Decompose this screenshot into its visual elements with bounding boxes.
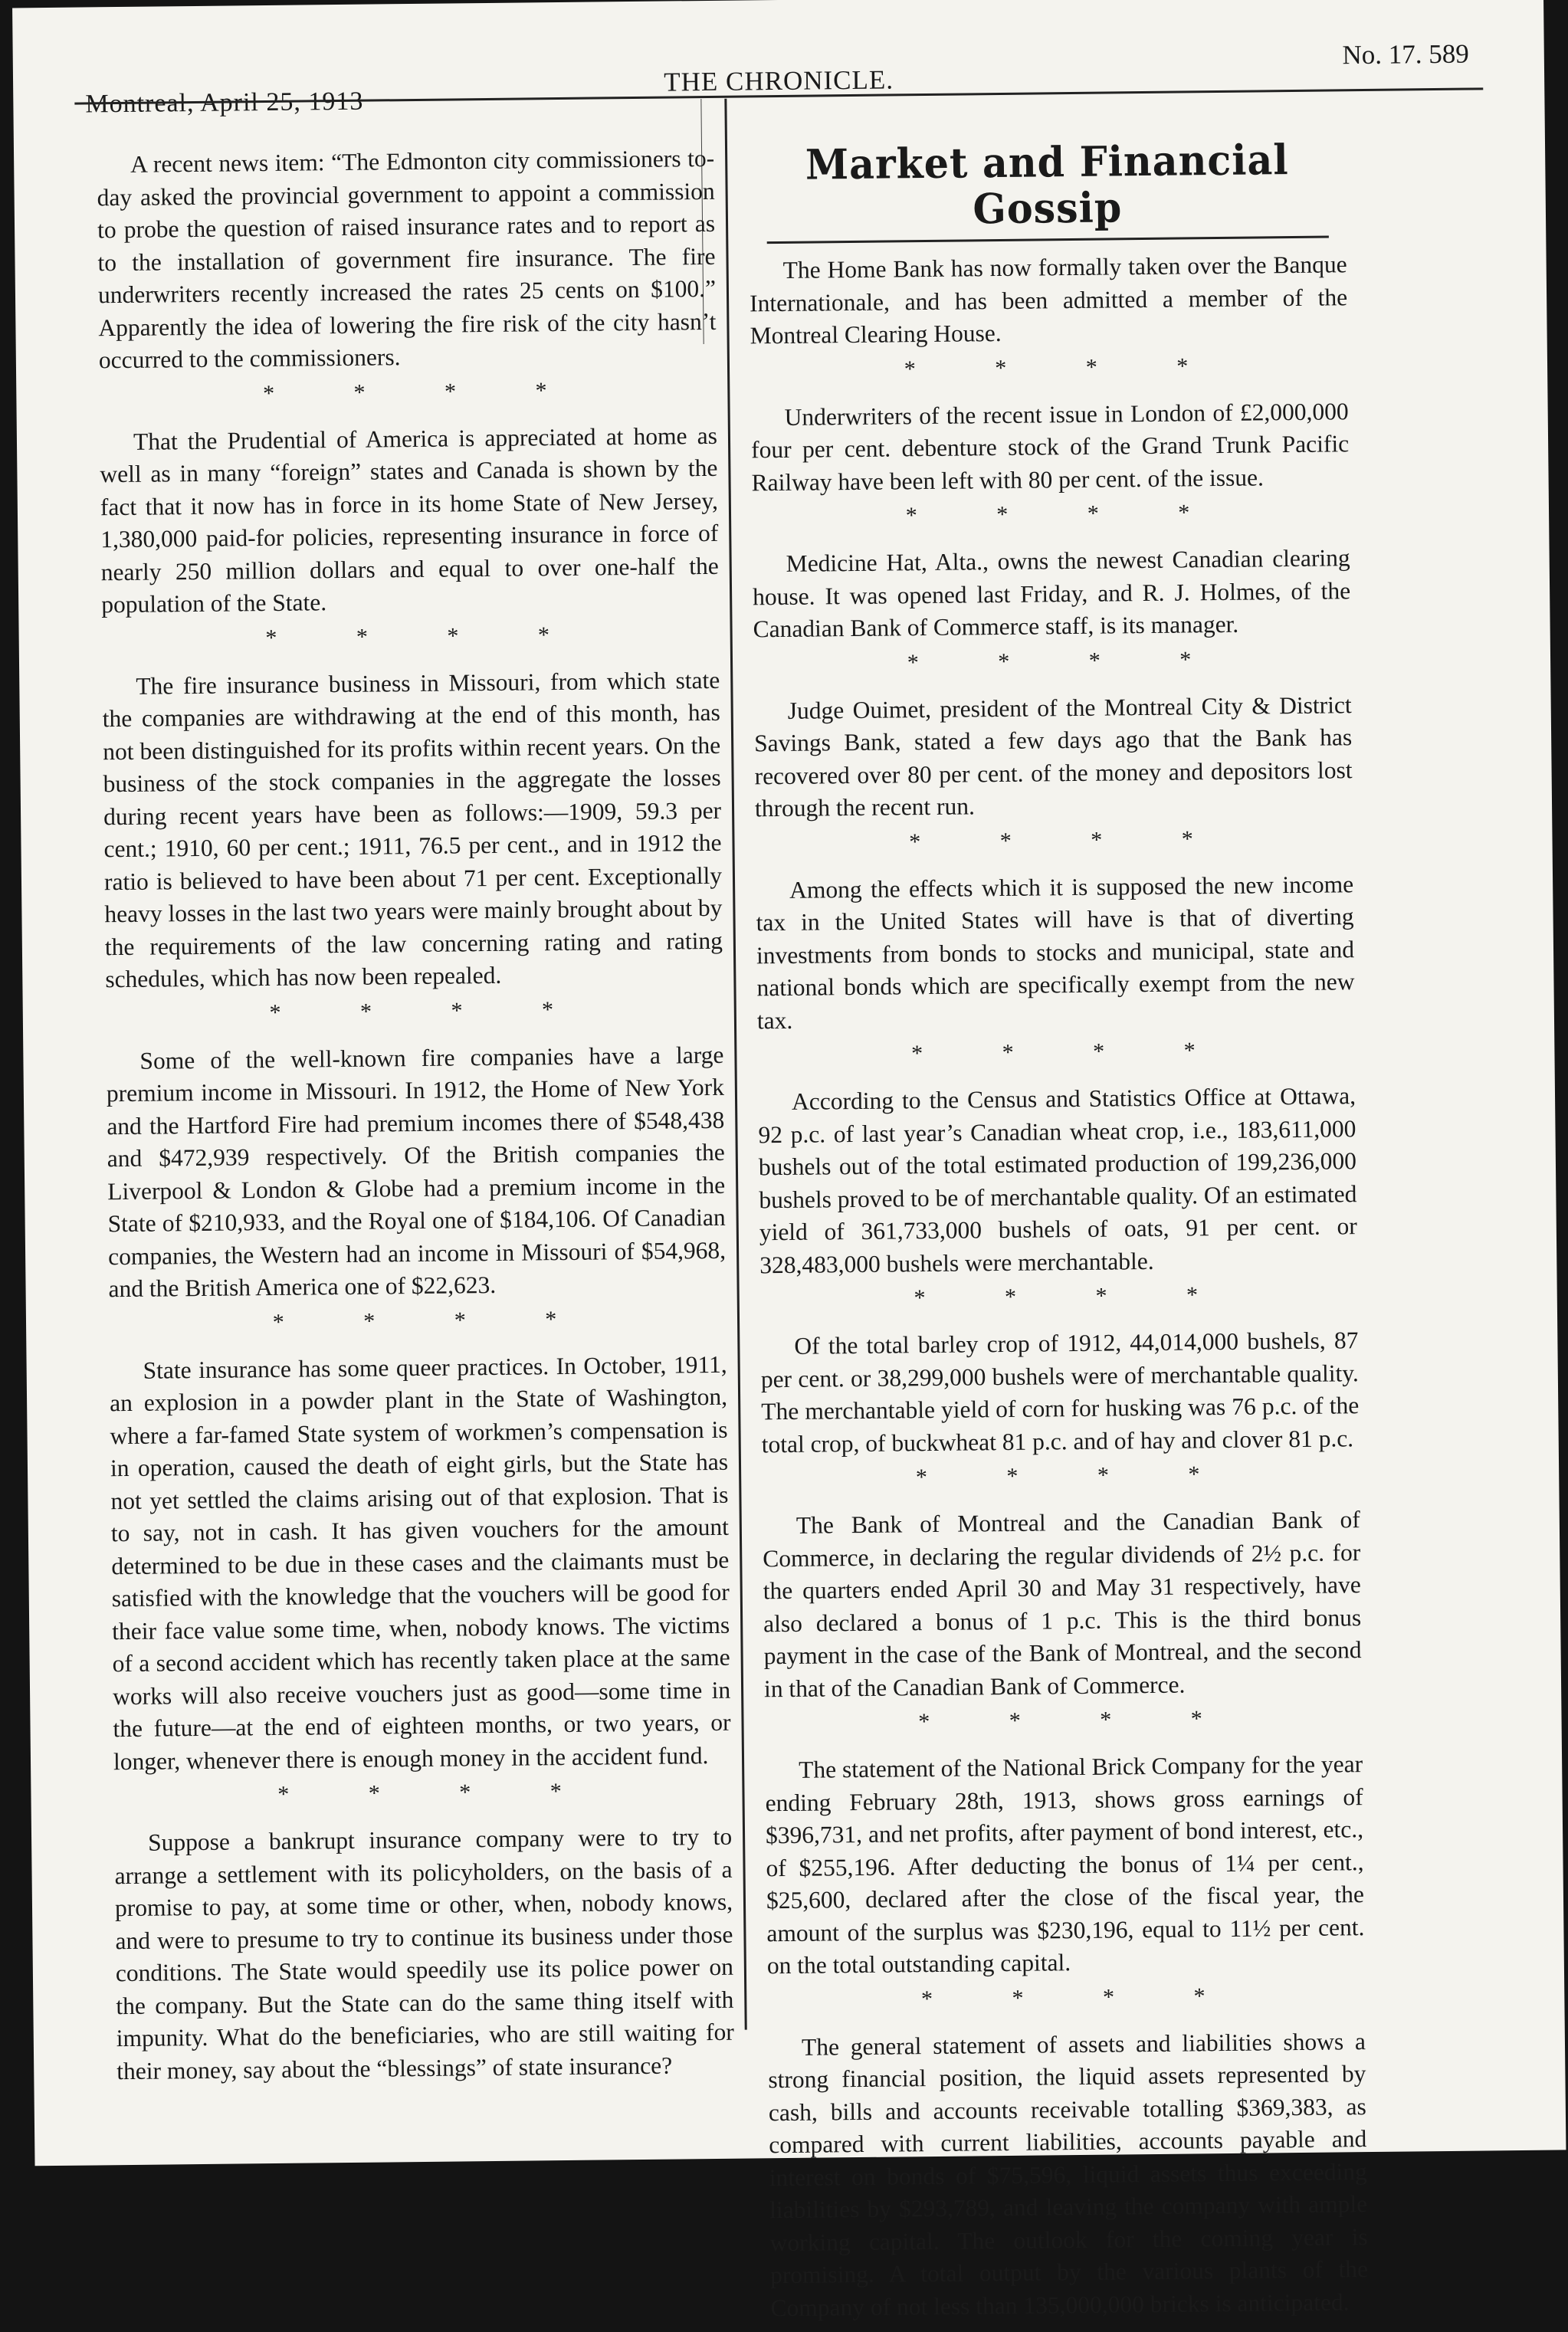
news-item: Judge Ouimet, president of the Montreal City & District Savings Bank, stated a few days ago that the Bank has recovered over 80 per cent. of the money and depositors lost through the recent run. bbox=[753, 690, 1353, 822]
newspaper-page bbox=[12, 0, 1566, 2321]
separator-stars: * * * * bbox=[262, 377, 584, 406]
separator-stars: * * * * bbox=[272, 1306, 594, 1335]
separator-stars: * * * * bbox=[269, 996, 591, 1025]
news-item: Suppose a bankrupt insurance company were to try to arrange a settlement with its policyholders, on the basis of a promise to pay, at some time or other, when, nobody knows, and were to presume to try to continue its business under those conditions. The State would speedily use its police power on the company. But the State can do the same thing itself with impunity. What do the beneficiaries, who are still waiting for their money, say about the “blessings” of state insurance? bbox=[114, 1822, 734, 2084]
news-item: Some of the well-known fire companies have a large premium income in Missouri. In 1912, the Home of New York and the Hartford Fire had premium incomes there of $548,438 and $472,939 respectively. Of the British companies the Liverpool & London & Globe had a premium income in the State of $210,933, and the Royal one of $184,106. Of Canadian companies, the Western had an income in Missouri of $54,968, and the British America one of $22,623. bbox=[106, 1041, 727, 1303]
separator-stars: * * * * bbox=[904, 353, 1225, 382]
separator-stars: * * * * bbox=[920, 1983, 1242, 2012]
separator-stars: * * * * bbox=[277, 1778, 599, 1807]
news-item: Among the effects which it is supposed the new income tax in the United States will have is that of diverting investments from bonds to stocks and municipal, state and national bonds which are specifically exempt from the new tax. bbox=[756, 870, 1355, 1034]
news-item: State insurance has some queer practices. In October, 1911, an explosion in a powder plant in the State of Washington, where a far-famed State system of workmen’s compensation is in operation, caused the death of eight girls, but the State has not yet settled the claims arising out of that explosion. That is to say, not in cash. It has given vouchers for the amount determined to be due in these cases and the claimants must be satisfied with the knowledge that the vouchers will be good for their face value some time, when, nobody knows. The victims of a second accident which has recently taken place at the same works will also receive vouchers just as good—some time in the future—at the end of eighteen months, or two years, or longer, whenever there is enough money in the accident fund. bbox=[109, 1350, 731, 1775]
news-item: The fire insurance business in Missouri, from which state the companies are withdrawing at the end of this month, has not been distinguished for its profits within recent years. On the business of the stock companies in the aggregate the losses during recent years have been as follows:—1909, 59.3 per cent.; 1910, 60 per cent.; 1911, 76.5 per cent., and in 1912 the ratio is believed to have been about 71 per cent. Exceptionally heavy losses in the last two years were mainly brought about by the requirements of the law concerning rating and rating schedules, which has now been repealed. bbox=[102, 666, 723, 993]
news-item: Of the total barley crop of 1912, 44,014,000 bushels, 87 per cent. or 38,299,000 bushels were of merchantable quality. The merchantable yield of corn for husking was 76 p.c. of the total crop, of buckwheat 81 p.c. and of hay and clover 81 p.c. bbox=[760, 1327, 1360, 1458]
news-item: The general statement of assets and liabilities shows a strong financial position, the liquid assets represented by cash, bills and accounts receivable totalling $369,383, as compared with current liabilities, accounts payable and interest on bonds of $75,596, liquid assets thus exceeding liabilities by $293,789, and leaving the company with ample working capital. The outlook for the coming year is promising. A total output by the various plants of the Company of not less than 135,000,000 bricks is anticipated. bbox=[768, 2027, 1369, 2321]
news-item: That the Prudential of America is appreciated at home as well as in many “foreign” states and Canada is shown by the fact that it now has in force in its home State of New Jersey, 1,380,000 paid-for policies, representing insurance in force of nearly 250 million dollars and equal to over one-half the population of the State. bbox=[100, 421, 719, 618]
news-item: The statement of the National Brick Company for the year ending February 28th, 1913, shows gross earnings of $396,731, and net profits, after payment of bond interest, etc., of $255,196. After deducting the bonus of 1¼ per cent., $25,600, declared after the close of the fiscal year, the amount of the surplus was $230,196, equal to 11½ per cent. on the total outstanding capital. bbox=[765, 1750, 1365, 1979]
masthead bbox=[12, 0, 1544, 119]
separator-stars: * * * * bbox=[265, 622, 587, 651]
dateline: Montreal, April 25, 1913 bbox=[85, 87, 364, 119]
separator-stars: * * * * bbox=[915, 1461, 1237, 1491]
issue-page-number: No. 17. 589 bbox=[1342, 38, 1469, 71]
separator-stars: * * * * bbox=[909, 825, 1230, 854]
publication-title: THE CHRONICLE. bbox=[664, 64, 894, 97]
news-item: According to the Census and Statistics Office at Ottawa, 92 p.c. of last year’s Canadian wheat crop, i.e., 183,611,000 bushels out of the total estimated production of 199,236,000 bushels proved to be of merchantable quality. Of an estimated yield of 361,733,000 bushels of oats, 91 per cent. or 328,483,000 bushels were merchantable. bbox=[758, 1082, 1357, 1278]
right-column bbox=[748, 136, 1369, 2324]
separator-stars: * * * * bbox=[905, 499, 1227, 529]
news-item: The Bank of Montreal and the Canadian Bank of Commerce, in declaring the regular dividends of 2½ p.c. for the quarters ended April 30 and May 31 respectively, have also declared a bonus of 1 p.c. This is the third bonus payment in the case of the Bank of Montreal, and the second in that of the Canadian Bank of Commerce. bbox=[763, 1506, 1362, 1702]
separator-stars: * * * * bbox=[910, 1037, 1232, 1067]
news-item: The Home Bank has now formally taken over the Banque Internationale, and has been admitted a member of the Montreal Clearing House. bbox=[749, 251, 1348, 349]
separator-stars: * * * * bbox=[914, 1281, 1235, 1311]
news-item: Medicine Hat, Alta., owns the newest Canadian clearing house. It was opened last Friday, and R. J. Holmes, of the Canadian Bank of Commerce staff, is its manager. bbox=[752, 544, 1351, 643]
left-column bbox=[97, 143, 734, 2088]
separator-stars: * * * * bbox=[907, 646, 1228, 675]
news-item: Underwriters of the recent issue in London of £2,000,000 four per cent. debenture stock of the Grand Trunk Pacific Railway have been left with 80 per cent. of the issue. bbox=[750, 397, 1350, 496]
section-heading: Market and Financial Gossip bbox=[766, 136, 1329, 244]
news-item: A recent news item: “The Edmonton city commissioners to-day asked the provincial government to appoint a commission to probe the question of raised insurance rates and to report as to the installation of government fire insurance. The fire underwriters recently increased the rates 25 cents on $100.” Apparently the idea of lowering the fire risk of the city hasn’t occurred to the commissioners. bbox=[97, 144, 717, 374]
separator-stars: * * * * bbox=[918, 1705, 1239, 1735]
